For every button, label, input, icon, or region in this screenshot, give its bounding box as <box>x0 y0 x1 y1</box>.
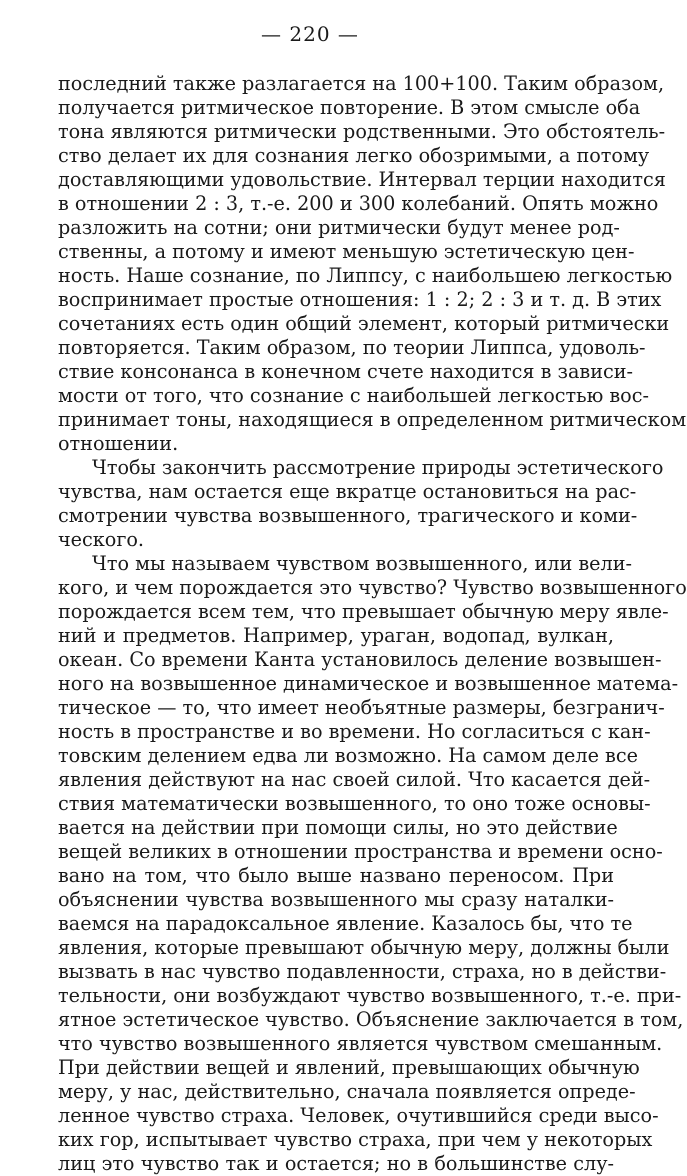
text-line: кого, и чем порождается это чувство? Чувство возвышенного <box>58 576 687 599</box>
text-line: воспринимает простые отношения: 1 : 2; 2 : 3 и т. д. В этих <box>58 288 662 311</box>
text-line: разложить на сотни; они ритмически будут менее род- <box>58 216 620 239</box>
text-line: явления действуют на нас своей силой. Что касается дей- <box>58 768 651 791</box>
text-line: Что мы называем чувством возвышенного, или вели- <box>92 552 632 575</box>
text-line: повторяется. Таким образом, по теории Липпса, удоволь- <box>58 336 646 359</box>
text-line: ваемся на парадоксальное явление. Казалось бы, что те <box>58 912 633 935</box>
body-text <box>58 72 687 1176</box>
text-line: При действии вещей и явлений, превышающих обычную <box>58 1056 640 1079</box>
text-line: последний также разлагается на 100+100. Таким образом, <box>58 72 665 95</box>
text-line: ность в пространстве и во времени. Но согласиться с кан- <box>58 720 651 743</box>
text-line: что чувство возвышенного является чувством смешанным. <box>58 1032 663 1055</box>
text-line: смотрении чувства возвышенного, трагического и коми- <box>58 504 638 527</box>
text-line: сочетаниях есть один общий элемент, который ритмически <box>58 312 670 335</box>
text-line: получается ритмическое повторение. В этом смысле оба <box>58 96 641 119</box>
text-line: тическое — то, что имеет необъятные размеры, безгранич- <box>58 696 665 719</box>
text-line: товским делением едва ли возможно. На самом деле все <box>58 744 638 767</box>
text-line: ствие консонанса в конечном счете находится в зависи- <box>58 360 634 383</box>
text-line: в отношении 2 : 3, т.-е. 200 и 300 колебаний. Опять можно <box>58 192 659 215</box>
text-line: ного на возвышенное динамическое и возвышенное матема- <box>58 672 679 695</box>
text-line: ствия математически возвышенного, то оно тоже основы- <box>58 792 651 815</box>
text-line: лиц это чувство так и остается; но в большинстве слу- <box>58 1152 614 1175</box>
text-line: тона являются ритмически родственными. Это обстоятель- <box>58 120 666 143</box>
text-line: океан. Со времени Канта установилось деление возвышен- <box>58 648 662 671</box>
text-line: вано на том, что было выше названо переносом. При <box>58 864 614 887</box>
text-line: ятное эстетическое чувство. Объяснение заключается в том, <box>58 1008 684 1031</box>
text-line: чувства, нам остается еще вкратце остановиться на рас- <box>58 480 637 503</box>
text-line: ческого. <box>58 528 145 551</box>
text-line: доставляющими удовольствие. Интервал терции находится <box>58 168 666 191</box>
text-line: вызвать в нас чувство подавленности, страха, но в действи- <box>58 960 667 983</box>
text-line: явления, которые превышают обычную меру, должны были <box>58 936 670 959</box>
text-line: ственны, а потому и имеют меньшую эстетическую цен- <box>58 240 635 263</box>
text-line: порождается всем тем, что превышает обычную меру явле- <box>58 600 669 623</box>
text-line: тельности, они возбуждают чувство возвышенного, т.-е. при- <box>58 984 682 1007</box>
page-number: — 220 — <box>261 22 359 46</box>
text-line: ленное чувство страха. Человек, очутившийся среди высо- <box>58 1104 659 1127</box>
text-line: отношении. <box>58 432 179 455</box>
text-line: ство делает их для сознания легко обозримыми, а потому <box>58 144 650 167</box>
text-line: мости от того, что сознание с наибольшей легкостью вос- <box>58 384 649 407</box>
text-line: вещей великих в отношении пространства и времени осно- <box>58 840 663 863</box>
text-line: принимает тоны, находящиеся в определенном ритмическом <box>58 408 687 431</box>
text-line: ких гор, испытывает чувство страха, при чем у некоторых <box>58 1128 653 1151</box>
text-line: ний и предметов. Например, ураган, водопад, вулкан, <box>58 624 614 647</box>
text-line: ность. Наше сознание, по Липпсу, с наибольшею легкостью <box>58 264 673 287</box>
text-line: вается на действии при помощи силы, но это действие <box>58 816 618 839</box>
text-line: Чтобы закончить рассмотрение природы эстетического <box>92 456 664 479</box>
text-line: меру, у нас, действительно, сначала появляется опреде- <box>58 1080 636 1103</box>
text-line: объяснении чувства возвышенного мы сразу наталки- <box>58 888 614 911</box>
